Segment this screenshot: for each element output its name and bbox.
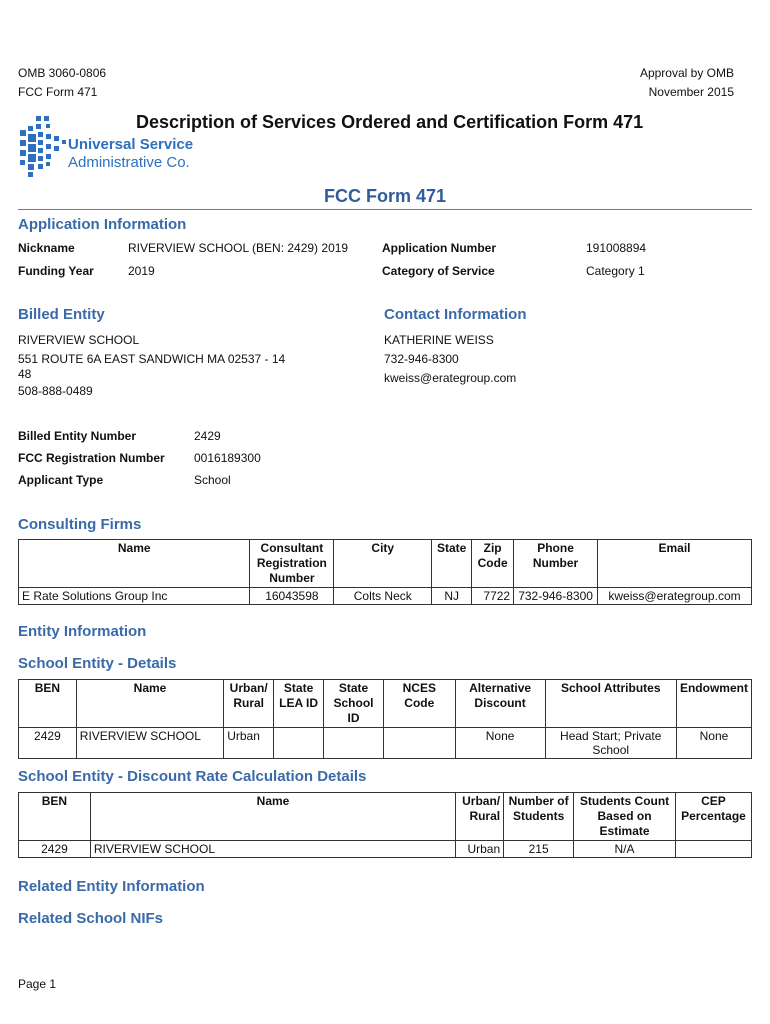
cell-nces-code	[383, 728, 455, 759]
col-ben: BEN	[19, 680, 77, 728]
cell-urban-rural: Urban	[456, 841, 504, 858]
cell-consultant-reg: 16043598	[250, 588, 334, 605]
nickname-value: RIVERVIEW SCHOOL (BEN: 2429) 2019	[128, 241, 349, 255]
cell-name: E Rate Solutions Group Inc	[19, 588, 250, 605]
col-urban-rural: Urban/ Rural	[456, 793, 504, 841]
billed-entity-address-2: 48	[18, 367, 32, 381]
approval-date: November 2015	[648, 85, 734, 99]
cell-cep-percentage	[675, 841, 751, 858]
cell-name: RIVERVIEW SCHOOL	[90, 841, 455, 858]
contact-email: kweiss@erategroup.com	[384, 371, 517, 385]
related-nifs-heading: Related School NIFs	[18, 910, 164, 927]
col-consultant-reg: Consultant Registration Number	[250, 540, 334, 588]
col-name: Name	[19, 540, 250, 588]
cell-state-school-id	[324, 728, 384, 759]
nickname-label: Nickname	[18, 241, 75, 255]
col-count-estimate: Students Count Based on Estimate	[574, 793, 676, 841]
col-state-school-id: State School ID	[324, 680, 384, 728]
app-number-label: Application Number	[382, 241, 497, 255]
form-number: FCC Form 471	[18, 85, 98, 99]
cell-name: RIVERVIEW SCHOOL	[76, 728, 223, 759]
contact-phone: 732-946-8300	[384, 352, 459, 366]
table-row	[19, 728, 752, 759]
school-details-header-row	[19, 680, 752, 728]
ben-value: 2429	[194, 429, 221, 443]
discount-header-row	[19, 793, 752, 841]
billed-entity-phone: 508-888-0489	[18, 384, 93, 398]
billed-entity-heading: Billed Entity	[18, 306, 105, 323]
cell-endowment: None	[676, 728, 751, 759]
contact-heading: Contact Information	[384, 306, 527, 323]
logo-line-1: Universal Service	[68, 136, 194, 153]
entity-heading: Entity Information	[18, 623, 147, 640]
school-details-heading: School Entity - Details	[18, 655, 177, 672]
col-num-students: Number of Students	[504, 793, 574, 841]
col-state-lea-id: State LEA ID	[274, 680, 324, 728]
funding-year-value: 2019	[128, 264, 155, 278]
cell-count-estimate: N/A	[574, 841, 676, 858]
cell-ben: 2429	[19, 841, 91, 858]
cell-urban-rural: Urban	[224, 728, 274, 759]
fcc-reg-label: FCC Registration Number	[18, 451, 165, 465]
ben-label: Billed Entity Number	[18, 429, 137, 443]
billed-entity-address-1: 551 ROUTE 6A EAST SANDWICH MA 02537 - 14	[18, 352, 286, 366]
col-nces-code: NCES Code	[383, 680, 455, 728]
discount-table	[18, 792, 752, 858]
cell-school-attributes: Head Start; Private School	[545, 728, 676, 759]
cell-alt-discount: None	[455, 728, 545, 759]
cell-state: NJ	[432, 588, 472, 605]
page-number: Page 1	[18, 977, 57, 991]
related-entity-heading: Related Entity Information	[18, 878, 205, 895]
funding-year-label: Funding Year	[18, 264, 94, 278]
col-endowment: Endowment	[676, 680, 751, 728]
omb-number: OMB 3060-0806	[18, 66, 107, 80]
billed-entity-block	[18, 331, 285, 400]
col-state: State	[432, 540, 472, 588]
school-details-table	[18, 679, 752, 759]
table-row	[19, 841, 752, 858]
col-name: Name	[90, 793, 455, 841]
title-divider	[18, 209, 752, 210]
col-cep-percentage: CEP Percentage	[675, 793, 751, 841]
cell-ben: 2429	[19, 728, 77, 759]
col-phone: Phone Number	[514, 540, 598, 588]
contact-block	[384, 331, 516, 388]
category-value: Category 1	[586, 264, 645, 278]
col-name: Name	[76, 680, 223, 728]
cell-email: kweiss@erategroup.com	[598, 588, 752, 605]
applicant-type-value: School	[194, 473, 231, 487]
col-urban-rural: Urban/ Rural	[224, 680, 274, 728]
col-email: Email	[598, 540, 752, 588]
table-row	[19, 588, 752, 605]
cell-zip: 7722	[472, 588, 514, 605]
consulting-heading: Consulting Firms	[18, 516, 142, 533]
page-title: Description of Services Ordered and Certification Form 471	[136, 112, 644, 132]
application-heading: Application Information	[18, 216, 187, 233]
applicant-type-label: Applicant Type	[18, 473, 104, 487]
cell-phone: 732-946-8300	[514, 588, 598, 605]
cell-state-lea-id	[274, 728, 324, 759]
discount-heading: School Entity - Discount Rate Calculation Details	[18, 768, 367, 785]
contact-name: KATHERINE WEISS	[384, 333, 494, 347]
col-city: City	[334, 540, 432, 588]
billed-entity-name: RIVERVIEW SCHOOL	[18, 333, 140, 347]
col-alt-discount: Alternative Discount	[455, 680, 545, 728]
col-school-attributes: School Attributes	[545, 680, 676, 728]
category-label: Category of Service	[382, 264, 495, 278]
form-title: FCC Form 471	[323, 186, 447, 206]
fcc-reg-value: 0016189300	[194, 451, 261, 465]
col-zip: Zip Code	[472, 540, 514, 588]
cell-num-students: 215	[504, 841, 574, 858]
consulting-header-row	[19, 540, 752, 588]
approval-label: Approval by OMB	[639, 66, 734, 80]
consulting-table	[18, 539, 752, 605]
logo-line-2: Administrative Co.	[68, 154, 190, 171]
app-number-value: 191008894	[586, 241, 647, 255]
header-left	[18, 64, 106, 102]
col-ben: BEN	[19, 793, 91, 841]
cell-city: Colts Neck	[334, 588, 432, 605]
header-right	[640, 64, 734, 102]
